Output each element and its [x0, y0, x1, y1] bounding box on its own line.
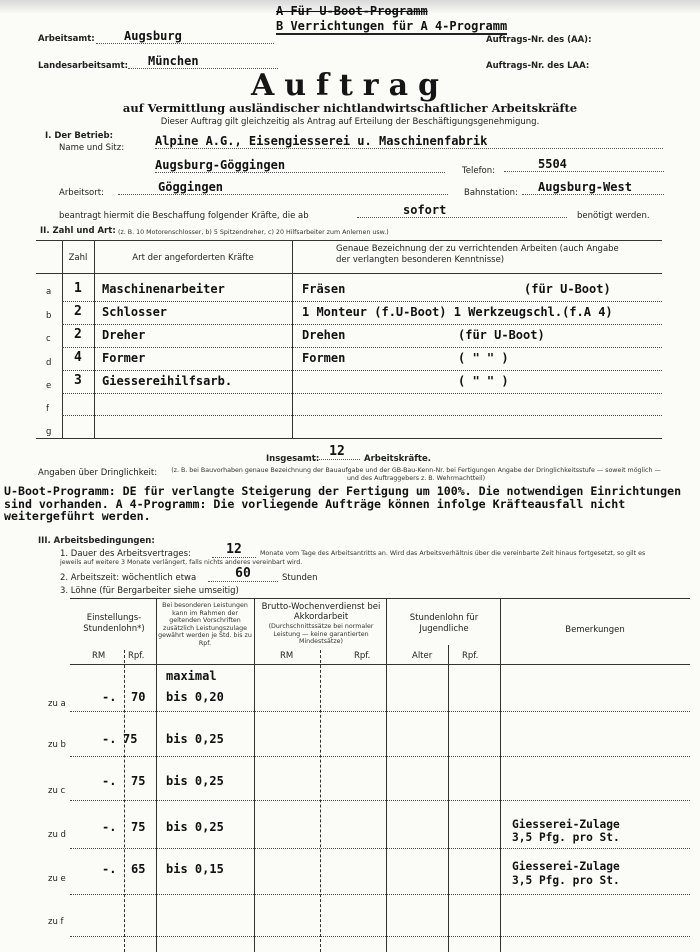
lohn-row-rule [70, 894, 690, 895]
sub-rpf: Rpf. [354, 651, 371, 661]
dringlichkeit-text: U-Boot-Programm: DE für verlangte Steigerung der Fertigung um 100%. Die notwendigen Einrichtungen sind vorhanden. A 4-Programm: Die vorliegende Aufträge können infolge Kräfteausfall nicht weitergeführt werden. [4, 484, 682, 523]
benoetigt-label: benötigt werden. [577, 211, 650, 221]
row-zahl: 2 [74, 327, 82, 342]
sub-alter: Alter [412, 651, 433, 661]
lohn-row-label: zu a [48, 699, 66, 709]
betrieb-section-label: I. Der Betrieb: [45, 131, 113, 141]
row-zahl: 1 [74, 281, 82, 296]
arbeitsamt-label: Arbeitsamt: [38, 34, 95, 44]
col-art-header: Art der angeforderten Kräfte [132, 253, 254, 263]
page-subtitle: auf Vermittlung ausländischer nichtlandwirtschaftlicher Arbeitskräfte [122, 101, 578, 115]
ab-value: sofort [357, 203, 567, 218]
row-zahl: 4 [74, 350, 82, 365]
row-extra: (für U-Boot) [524, 282, 611, 296]
lohn-table-top-rule [70, 598, 690, 599]
lohn-row-zulage: bis 0,25 [166, 774, 224, 788]
betrieb-name-line2: Augsburg-Göggingen [155, 158, 445, 173]
arbeitsort-label: Arbeitsort: [59, 188, 104, 198]
lohn-table-header-rule [70, 664, 690, 665]
dringlichkeit-hint: (z. B. bei Bauvorhaben genaue Bezeichnung der Bauaufgabe und der GB-Bau-Kenn-Nr. bei Fertigungen Angabe der Dringlichkeitsstufe — soweit möglich — und des Auftraggebers z. B. Wehrmachtteil) [171, 467, 661, 482]
section2-hint: (z. B. 10 Motorenschlosser, b) 5 Spitzendreher, c) 20 Hilfsarbeiter zum Anlernen usw.) [118, 229, 389, 236]
lohn-row-bemerkung: Giesserei-Zulage [512, 818, 620, 831]
row-letter: g [46, 427, 52, 437]
table2-col-divider [292, 240, 293, 438]
row-rule [62, 415, 662, 416]
col-einstellung-header: Einstellungs-Stundenlohn*) [83, 613, 145, 634]
lohn-row-rm: -. [102, 732, 117, 746]
lohn-row-rpf: 75 [131, 774, 146, 788]
row-letter: a [46, 287, 52, 297]
lohn-subcol-divider [320, 650, 321, 952]
row-rule [62, 301, 662, 302]
row-rule [62, 347, 662, 348]
landesarbeitsamt-value: München [128, 54, 278, 69]
col-brutto-sub: (Durchschnittssätze bei normaler Leistung — keine garantierten Mindestsätze) [268, 623, 374, 645]
table2-col-divider [94, 240, 95, 438]
col-jugend-header: Stundenlohn für Jugendliche [409, 613, 479, 634]
sub-rm: RM [280, 651, 294, 661]
table2-header-rule [36, 273, 662, 274]
row-art: Maschinenarbeiter [102, 282, 225, 296]
lohn-subcol-divider [124, 650, 125, 952]
lohn-row-label: zu c [48, 786, 66, 796]
row-rule [62, 370, 662, 371]
col-bemerkungen-header: Bemerkungen [565, 625, 625, 635]
insgesamt-unit: Arbeitskräfte. [364, 454, 431, 464]
dauer-label: 1. Dauer des Arbeitsvertrages: [60, 549, 191, 559]
col-brutto-header: Brutto-Wochenverdienst bei Akkordarbeit [261, 602, 381, 622]
insgesamt-label: Insgesamt: [266, 454, 320, 464]
name-label: Name und Sitz: [59, 143, 125, 153]
arbeitszeit-value: 60 [208, 566, 278, 582]
row-letter: c [46, 334, 51, 344]
row-zahl: 3 [74, 373, 82, 388]
col-zahl-header: Zahl [68, 253, 88, 263]
lohn-col-divider [156, 598, 157, 952]
page-note: Dieser Auftrag gilt gleichzeitig als Antrag auf Erteilung der Beschäftigungsgenehmigung. [160, 117, 540, 127]
arbeitszeit-unit: Stunden [282, 573, 318, 583]
table2-bottom-rule [36, 438, 662, 439]
lohn-row-rule [70, 756, 690, 757]
maximal-text: maximal [166, 669, 217, 683]
lohn-col-divider [386, 598, 387, 952]
lohn-row-rm: -. [102, 774, 117, 788]
row-bez: 1 Monteur (f.U-Boot) 1 Werkzeugschl.(f.A 4) [302, 305, 613, 319]
lohn-row-bemerkung: Giesserei-Zulage [512, 860, 620, 873]
program-b: B Verrichtungen für A 4-Programm [276, 19, 508, 33]
bahnstation-value: Augsburg-West [522, 180, 664, 195]
beantragt-label: beantragt hiermit die Beschaffung folgender Kräfte, die ab [59, 211, 309, 221]
row-art: Giessereihilfsarb. [102, 374, 233, 388]
auftrag-nr-laa-label: Auftrags-Nr. des LAA: [486, 61, 590, 71]
sub-rpf: Rpf. [128, 651, 145, 661]
dringlichkeit-label: Angaben über Dringlichkeit: [38, 468, 158, 478]
col-zulage-header: Bei besonderen Leistungen kann im Rahmen der geltenden Vorschriften zusätzlich Leistungszulage gewährt werden je Std. bis zu Rpf. [158, 602, 252, 647]
lohn-row-zulage: bis 0,20 [166, 690, 224, 704]
section2-label: II. Zahl und Art: [40, 226, 116, 236]
arbeitsort-value: Göggingen [118, 180, 448, 195]
lohn-row-rule [70, 936, 690, 937]
arbeitszeit-label: 2. Arbeitszeit: wöchentlich etwa [60, 573, 197, 583]
lohn-row-rpf: 75 [123, 732, 138, 746]
sub-rm: RM [92, 651, 106, 661]
lohn-row-rm: -. [102, 862, 117, 876]
lohn-row-rule [70, 711, 690, 712]
row-extra: (für U-Boot) [458, 328, 545, 342]
row-letter: f [46, 404, 49, 414]
sub-rpf: Rpf. [462, 651, 479, 661]
row-art: Schlosser [102, 305, 168, 319]
row-letter: b [46, 311, 52, 321]
bahnstation-label: Bahnstation: [464, 188, 518, 198]
lohn-row-rule [70, 848, 690, 849]
lohn-row-bemerkung: 3,5 Pfg. pro St. [512, 874, 620, 887]
landesarbeitsamt-label: Landesarbeitsamt: [38, 61, 128, 71]
lohn-row-label: zu b [48, 740, 66, 750]
row-bez: Drehen [302, 328, 346, 342]
lohn-row-rm: -. [102, 690, 117, 704]
insgesamt-value: 12 [314, 444, 360, 460]
telefon-value: 5504 [504, 157, 664, 172]
lohn-row-rpf: 65 [131, 862, 146, 876]
lohn-row-zulage: bis 0,25 [166, 820, 224, 834]
row-zahl: 2 [74, 304, 82, 319]
loehne-label: 3. Löhne (für Bergarbeiter siehe umseitig) [60, 586, 239, 596]
row-extra: ( " " ) [458, 351, 509, 365]
row-art: Former [102, 351, 146, 365]
lohn-col-divider [254, 598, 255, 952]
lohn-row-rpf: 75 [131, 820, 146, 834]
lohn-row-zulage: bis 0,15 [166, 862, 224, 876]
program-a: A Für U-Boot-Programm [276, 4, 428, 18]
lohn-row-label: zu d [48, 830, 66, 840]
lohn-row-zulage: bis 0,25 [166, 732, 224, 746]
row-letter: d [46, 358, 52, 368]
table2-top-rule [36, 240, 662, 241]
col-bez-header: Genaue Bezeichnung der zu verrichtenden Arbeiten (auch Angabe der verlangten besonderen Kenntnisse) [336, 244, 619, 265]
telefon-label: Telefon: [462, 166, 496, 176]
lohn-subcol-divider [448, 645, 449, 952]
lohn-col-divider [500, 598, 501, 952]
dauer-rest: Monate vom Tage des Arbeitsantritts an. Wird das Arbeitsverhältnis über die vereinbarte Zeit hinaus fortgesetzt, so gilt es jeweils auf weitere 3 Monate verlängert, falls nichts anderes vereinbart wird. [60, 550, 646, 566]
betrieb-name-line1: Alpine A.G., Eisengiesserei u. Maschinenfabrik [155, 134, 663, 149]
lohn-row-rule [70, 800, 690, 801]
row-extra: ( " " ) [458, 374, 509, 388]
lohn-row-label: zu f [48, 917, 64, 927]
lohn-row-label: zu e [48, 874, 66, 884]
auftrag-nr-aa-label: Auftrags-Nr. des (AA): [486, 35, 592, 45]
lohn-row-rpf: 70 [131, 690, 146, 704]
lohn-row-rm: -. [102, 820, 117, 834]
section3-label: III. Arbeitsbedingungen: [38, 536, 155, 546]
row-art: Dreher [102, 328, 146, 342]
page-title: Auftrag [250, 68, 450, 103]
table2-col-divider [62, 240, 63, 438]
row-bez: Formen [302, 351, 346, 365]
row-rule [62, 393, 662, 394]
dauer-value: 12 [212, 542, 256, 558]
lohn-row-bemerkung: 3,5 Pfg. pro St. [512, 831, 620, 844]
arbeitsamt-value: Augsburg [96, 29, 274, 44]
row-bez: Fräsen [302, 282, 346, 296]
row-letter: e [46, 381, 52, 391]
row-rule [62, 324, 662, 325]
